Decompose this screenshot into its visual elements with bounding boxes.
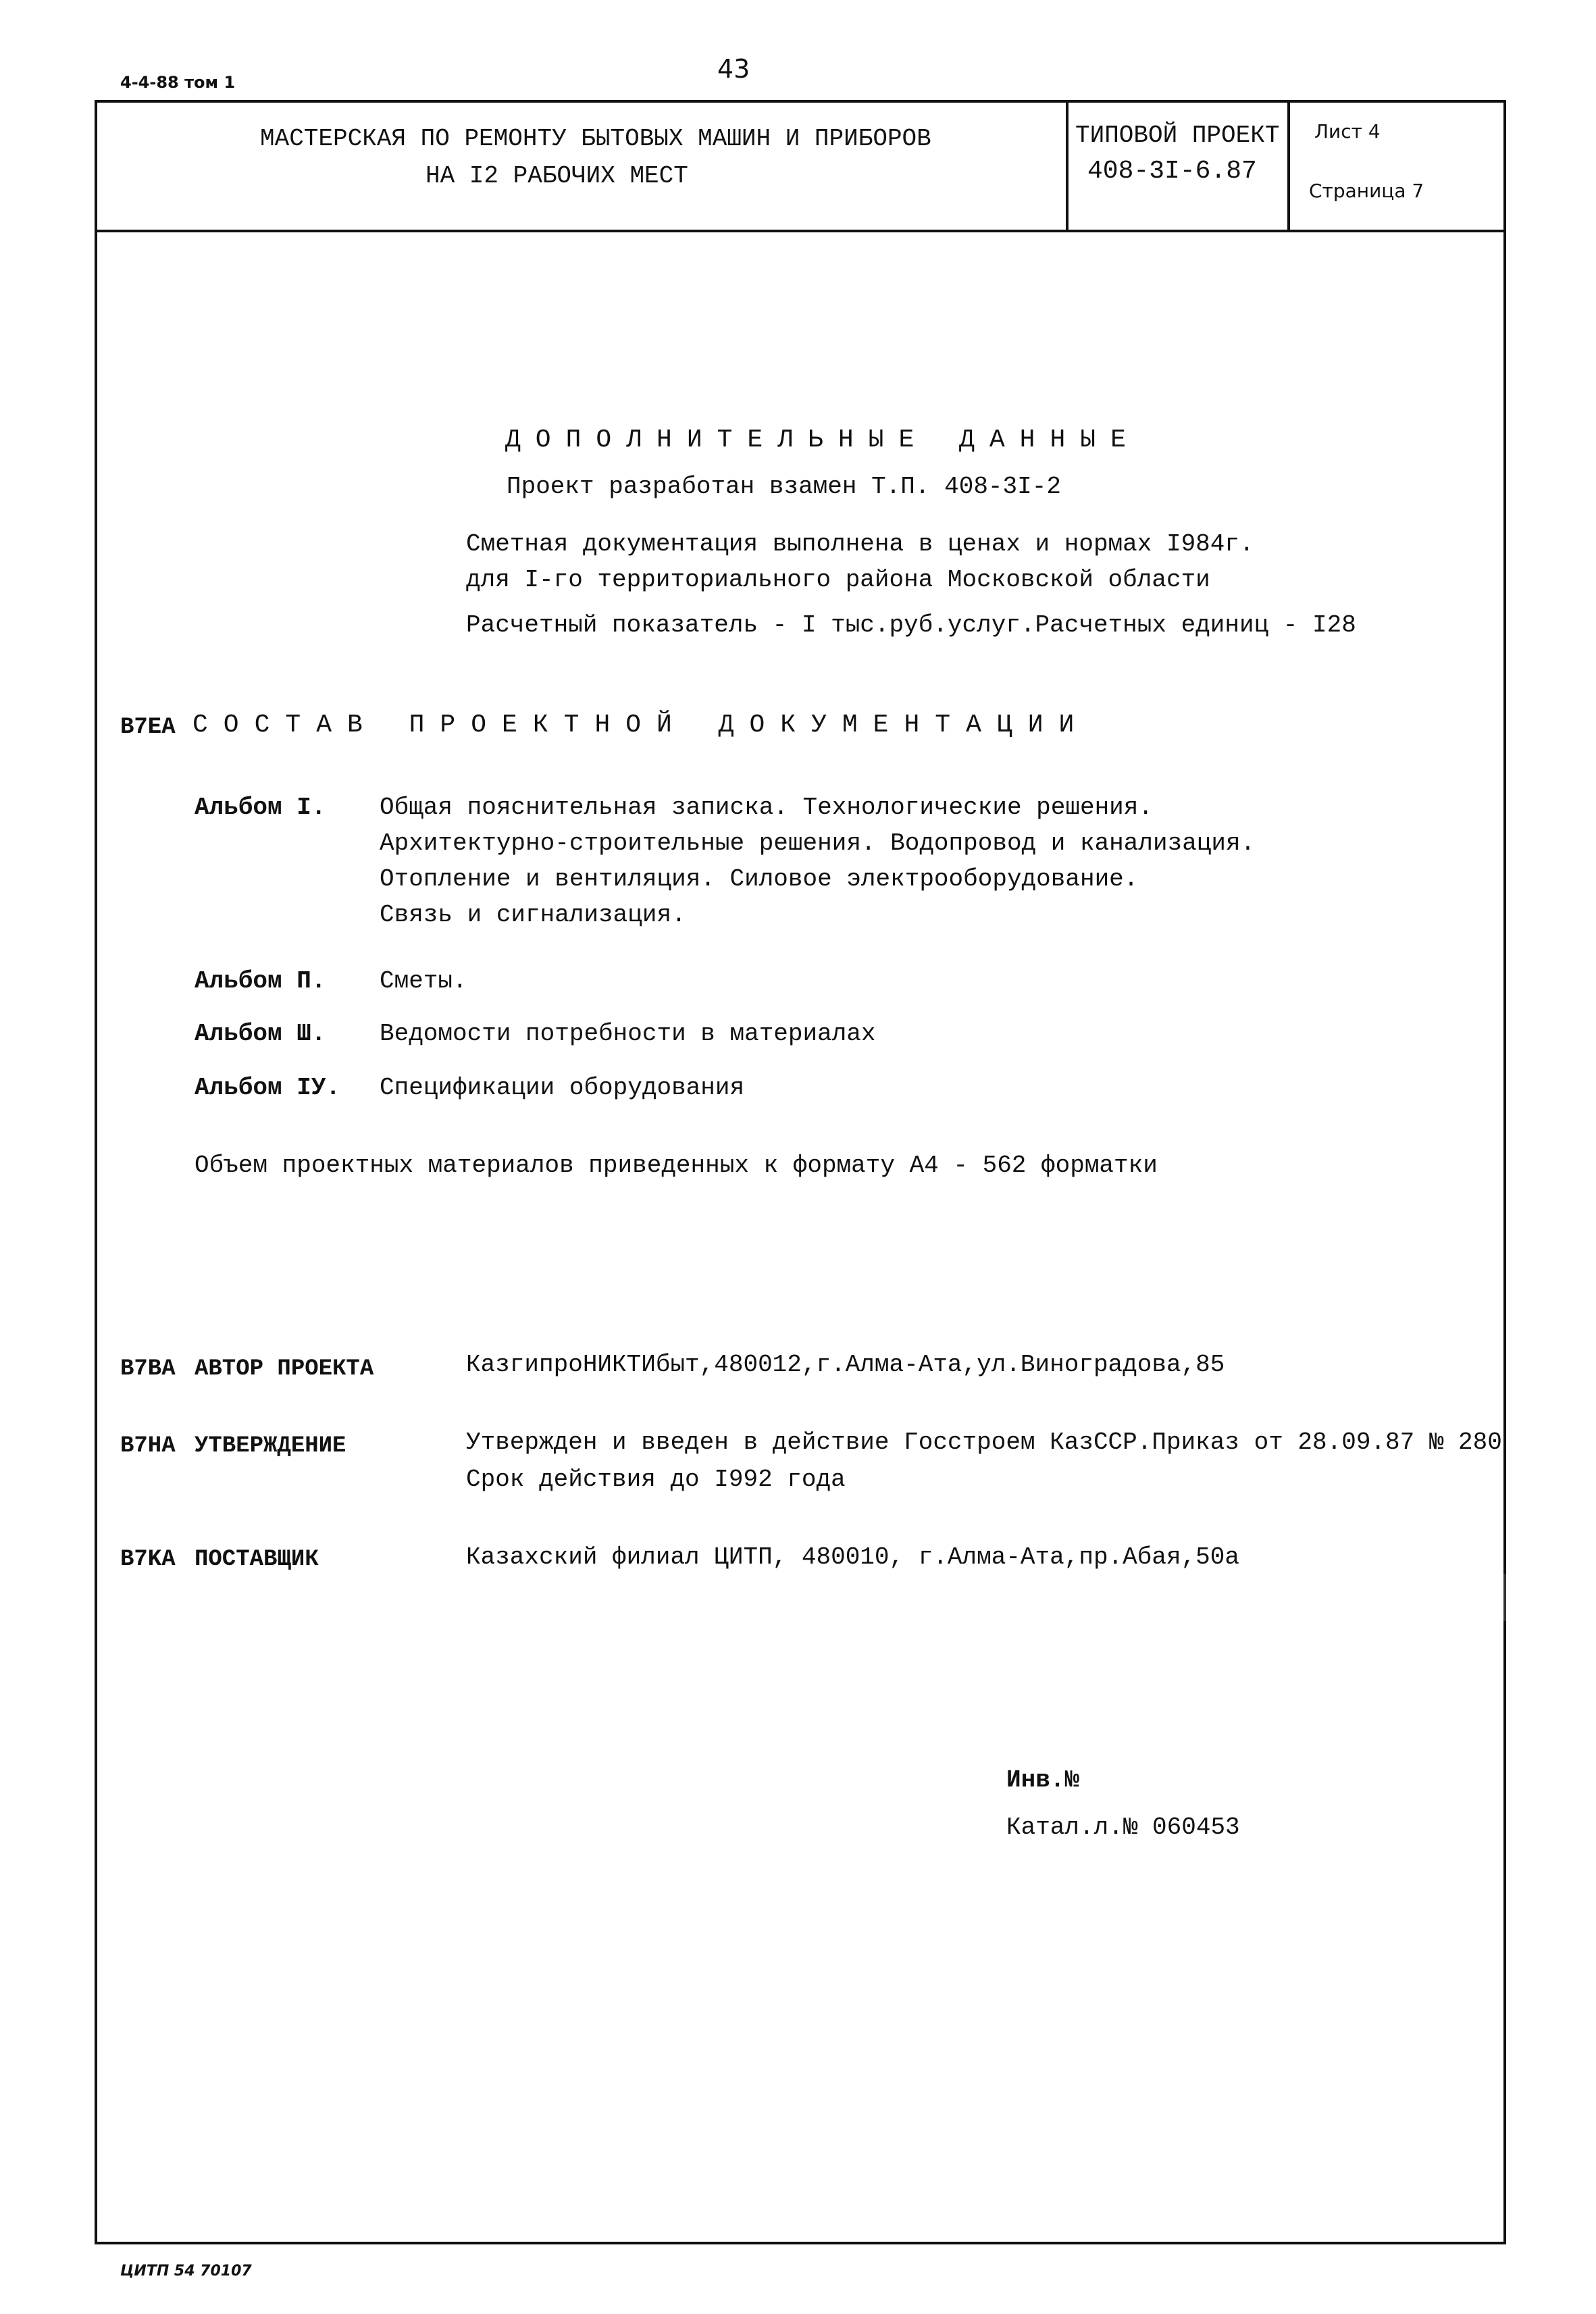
project-code: 408-3I-6.87 <box>1087 157 1257 186</box>
additional-data-heading: ДОПОЛНИТЕЛЬНЫЕ ДАННЫЕ <box>505 426 1141 455</box>
project-volume: Объем проектных материалов приведенных к формату А4 - 562 форматки <box>195 1152 1158 1179</box>
album-line: Сметы. <box>380 967 467 995</box>
catalog-number: Катал.л.№ 060453 <box>1006 1814 1240 1841</box>
supplier-value: Казахский филиал ЦИТП, 480010, г.Алма-Ата,пр.Абая,50а <box>466 1543 1239 1571</box>
album-label: Альбом I. <box>195 794 326 821</box>
album-label: Альбом IУ. <box>195 1074 341 1102</box>
title-block-divider <box>95 230 1506 232</box>
replaced-project: Проект разработан взамен Т.П. 408-3I-2 <box>507 473 1061 500</box>
document-title-line1: МАСТЕРСКАЯ ПО РЕМОНТУ БЫТОВЫХ МАШИН И ПРИБОРОВ <box>260 125 931 153</box>
album-label: Альбом Ш. <box>195 1020 326 1048</box>
composition-heading: СОСТАВ ПРОЕКТНОЙ ДОКУМЕНТАЦИИ <box>192 711 1090 740</box>
author-label: АВТОР ПРОЕКТА <box>195 1356 374 1382</box>
album-line: Спецификации оборудования <box>380 1074 745 1102</box>
supplier-code: B7KA <box>120 1547 176 1572</box>
approval-value-line2: Срок действия до I992 года <box>466 1466 846 1493</box>
title-block-separator-1 <box>1066 100 1069 231</box>
supplier-label: ПОСТАВЩИК <box>195 1547 319 1572</box>
estimate-line2: для I-го территориального района Московской области <box>466 566 1210 594</box>
album-label: Альбом П. <box>195 967 326 995</box>
page-number: 43 <box>717 54 750 84</box>
approval-value-line1: Утвержден и введен в действие Госстроем КазССР.Приказ от 28.09.87 № 280 <box>466 1429 1502 1456</box>
sheet-label: Лист 4 <box>1314 120 1381 143</box>
title-block-separator-2 <box>1287 100 1290 231</box>
project-type-label: ТИПОВОЙ ПРОЕКТ <box>1075 122 1280 149</box>
approval-code: B7HA <box>120 1433 176 1459</box>
album-line: Ведомости потребности в материалах <box>380 1020 876 1048</box>
calculation-indicator: Расчетный показатель - I тыс.руб.услуг.Расчетных единиц - I28 <box>466 611 1356 639</box>
document-reference: 4-4-88 том 1 <box>120 73 236 92</box>
document-title-line2: НА I2 РАБОЧИХ МЕСТ <box>426 162 688 190</box>
composition-code: B7EA <box>120 715 176 740</box>
album-line: Архитектурно-строительные решения. Водопровод и канализация. <box>380 829 1256 857</box>
page-label: Страница 7 <box>1309 180 1424 202</box>
album-line: Связь и сигнализация. <box>380 901 686 929</box>
author-value: КазгипроНИКТИбыт,480012,г.Алма-Ата,ул.Виноградова,85 <box>466 1351 1225 1379</box>
inventory-number: Инв.№ <box>1006 1766 1080 1794</box>
edge-mark <box>1503 1574 1506 1621</box>
author-code: B7BA <box>120 1356 176 1382</box>
approval-label: УТВЕРЖДЕНИЕ <box>195 1433 346 1459</box>
album-line: Общая пояснительная записка. Технологические решения. <box>380 794 1153 821</box>
album-line: Отопление и вентиляция. Силовое электрооборудование. <box>380 865 1139 893</box>
footer-stamp: ЦИТП 54 70107 <box>120 2263 252 2280</box>
estimate-line1: Сметная документация выполнена в ценах и нормах I984г. <box>466 530 1254 558</box>
